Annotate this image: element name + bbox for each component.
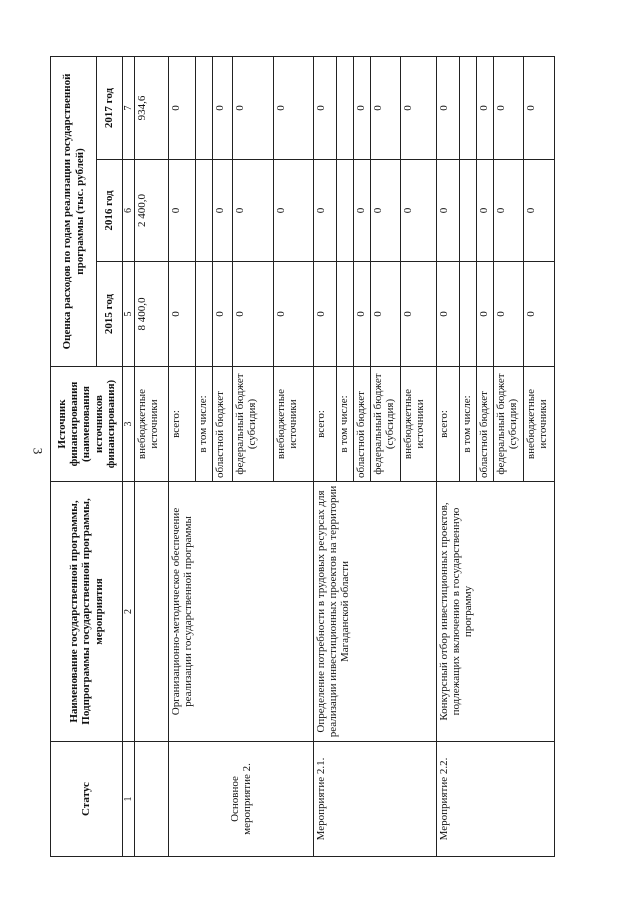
table-row	[437, 56, 460, 856]
header-2016: 2016 год	[97, 160, 123, 262]
value-2016-cell: 0	[524, 160, 555, 262]
value-2017-cell: 0	[370, 56, 401, 159]
header-2017: 2017 год	[97, 56, 123, 159]
value-2015-cell: 0	[476, 262, 493, 367]
header-name: Наименование государственной программы, Подпрограммы государственной программы, мероприятия	[51, 482, 123, 742]
source-cell: федеральный бюджет (субсидия)	[370, 367, 401, 482]
page-number: 3	[30, 447, 46, 455]
value-2015-cell: 0	[524, 262, 555, 367]
source-cell: областной бюджет	[476, 367, 493, 482]
column-number: 5	[123, 262, 135, 367]
value-2015-cell: 0	[437, 262, 460, 367]
value-2015-cell: 0	[353, 262, 370, 367]
value-2015-cell: 0	[212, 262, 232, 367]
value-2016-cell: 0	[493, 160, 524, 262]
value-2017-cell: 0	[212, 56, 232, 159]
value-2016-cell: 0	[212, 160, 232, 262]
value-2016-cell	[195, 160, 212, 262]
name-cell: Организационно-методическое обеспечение реализации государственной программы	[168, 482, 313, 742]
value-2017-cell: 0	[524, 56, 555, 159]
column-number: 7	[123, 56, 135, 159]
source-cell: всего:	[437, 367, 460, 482]
value-2016-cell: 0	[370, 160, 401, 262]
source-cell: в том числе:	[195, 367, 212, 482]
value-2017-cell: 0	[233, 56, 274, 159]
source-cell: всего:	[314, 367, 337, 482]
status-cell: Мероприятие 2.2.	[437, 742, 555, 857]
table-row	[135, 56, 169, 856]
header-estimate: Оценка расходов по годам реализации государственной программы (тыс. рублей)	[51, 56, 97, 366]
value-2015-cell	[459, 262, 476, 367]
table-row	[314, 56, 337, 856]
source-cell: внебюджетные источники	[273, 367, 314, 482]
source-cell: внебюджетные источники	[401, 367, 437, 482]
source-cell: внебюджетные источники	[135, 367, 169, 482]
value-2016-cell: 0	[168, 160, 195, 262]
value-2017-cell: 934,6	[135, 56, 169, 159]
value-2017-cell	[336, 56, 353, 159]
value-2015-cell: 8 400,0	[135, 262, 169, 367]
status-cell	[135, 742, 169, 857]
source-cell: в том числе:	[459, 367, 476, 482]
column-number: 6	[123, 160, 135, 262]
value-2015-cell	[195, 262, 212, 367]
value-2015-cell	[336, 262, 353, 367]
header-status: Статус	[51, 742, 123, 857]
budget-table	[50, 56, 555, 857]
source-cell: областной бюджет	[212, 367, 232, 482]
value-2017-cell	[195, 56, 212, 159]
table-row	[168, 56, 195, 856]
value-2017-cell: 0	[437, 56, 460, 159]
value-2017-cell: 0	[168, 56, 195, 159]
value-2017-cell: 0	[314, 56, 337, 159]
header-2015: 2015 год	[97, 262, 123, 367]
value-2016-cell	[336, 160, 353, 262]
source-cell: внебюджетные источники	[524, 367, 555, 482]
value-2016-cell: 0	[476, 160, 493, 262]
source-cell: федеральный бюджет (субсидия)	[493, 367, 524, 482]
value-2016-cell: 0	[233, 160, 274, 262]
value-2017-cell: 0	[493, 56, 524, 159]
value-2017-cell: 0	[476, 56, 493, 159]
value-2017-cell	[459, 56, 476, 159]
value-2016-cell: 0	[353, 160, 370, 262]
value-2015-cell: 0	[370, 262, 401, 367]
value-2016-cell: 0	[401, 160, 437, 262]
value-2016-cell: 2 400,0	[135, 160, 169, 262]
value-2017-cell: 0	[353, 56, 370, 159]
column-number: 2	[123, 482, 135, 742]
column-number: 3	[123, 367, 135, 482]
name-cell: Определение потребности в трудовых ресурсах для реализации инвестиционных проектов на территории Магаданской области	[314, 482, 437, 742]
value-2015-cell: 0	[493, 262, 524, 367]
value-2015-cell: 0	[233, 262, 274, 367]
source-cell: федеральный бюджет (субсидия)	[233, 367, 274, 482]
value-2015-cell: 0	[314, 262, 337, 367]
value-2016-cell: 0	[437, 160, 460, 262]
column-number: 1	[123, 742, 135, 857]
source-cell: в том числе:	[336, 367, 353, 482]
name-cell: Конкурсный отбор инвестиционных проектов, подлежащих включению в государственную программу	[437, 482, 555, 742]
value-2015-cell: 0	[401, 262, 437, 367]
rotated-table-container	[50, 57, 555, 857]
header-source: Источник финансирования (наименования источников финансирования)	[51, 367, 123, 482]
value-2015-cell: 0	[273, 262, 314, 367]
value-2016-cell: 0	[314, 160, 337, 262]
source-cell: областной бюджет	[353, 367, 370, 482]
value-2017-cell: 0	[401, 56, 437, 159]
value-2015-cell: 0	[168, 262, 195, 367]
status-cell: Основное мероприятие 2.	[168, 742, 313, 857]
value-2016-cell: 0	[273, 160, 314, 262]
status-cell: Мероприятие 2.1.	[314, 742, 437, 857]
source-cell: всего:	[168, 367, 195, 482]
name-cell	[135, 482, 169, 742]
value-2017-cell: 0	[273, 56, 314, 159]
value-2016-cell	[459, 160, 476, 262]
